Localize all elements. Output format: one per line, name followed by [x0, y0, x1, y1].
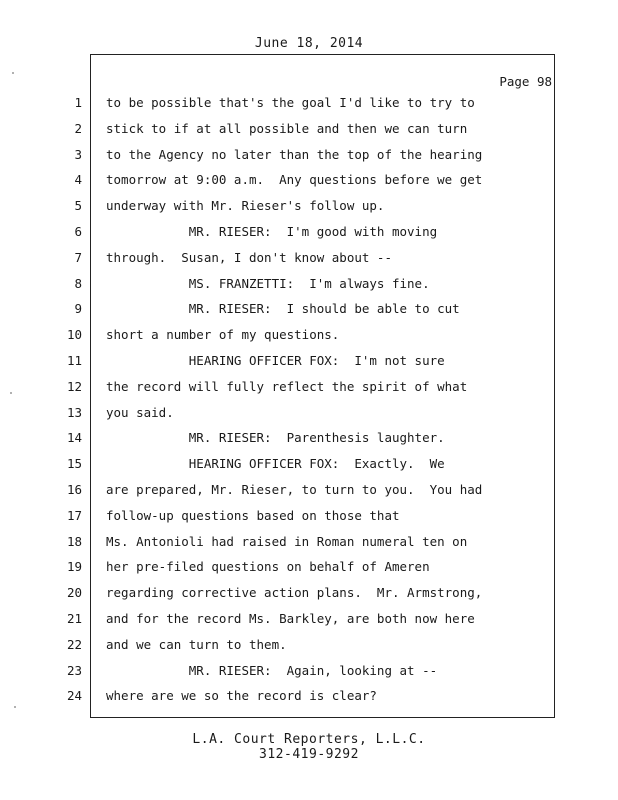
transcript-line: stick to if at all possible and then we can turn: [106, 121, 468, 136]
scan-speck: [12, 72, 14, 74]
transcript-line: tomorrow at 9:00 a.m. Any questions before we get: [106, 172, 483, 187]
line-number: 20: [66, 585, 82, 600]
line-number: 9: [74, 301, 82, 316]
transcript-line: to be possible that's the goal I'd like to try to: [106, 95, 475, 110]
transcript-line: and we can turn to them.: [106, 637, 287, 652]
transcript-line: you said.: [106, 405, 174, 420]
line-number: 1: [74, 95, 82, 110]
transcript-line: through. Susan, I don't know about --: [106, 250, 392, 265]
transcript-line: to the Agency no later than the top of the hearing: [106, 147, 483, 162]
transcript-line: underway with Mr. Rieser's follow up.: [106, 198, 385, 213]
page-number: Page 98: [499, 74, 552, 89]
transcript-line: are prepared, Mr. Rieser, to turn to you. You had: [106, 482, 483, 497]
footer-phone: 312-419-9292: [259, 747, 359, 762]
line-number: 21: [66, 611, 82, 626]
transcript-line: and for the record Ms. Barkley, are both now here: [106, 611, 475, 626]
line-number: 16: [66, 482, 82, 497]
line-number: 6: [74, 224, 82, 239]
transcript-line: her pre-filed questions on behalf of Ameren: [106, 559, 430, 574]
line-number: 22: [66, 637, 82, 652]
transcript-line: MR. RIESER: Again, looking at --: [106, 663, 438, 678]
scan-speck: [10, 392, 12, 394]
transcript-line: the record will fully reflect the spirit of what: [106, 379, 468, 394]
line-number: 23: [66, 663, 82, 678]
line-number: 19: [66, 559, 82, 574]
transcript-line: MR. RIESER: Parenthesis laughter.: [106, 430, 445, 445]
line-number: 5: [74, 198, 82, 213]
header-date: June 18, 2014: [254, 36, 364, 51]
transcript-line: Ms. Antonioli had raised in Roman numeral ten on: [106, 534, 468, 549]
line-number: 24: [66, 688, 82, 703]
transcript-line: MR. RIESER: I should be able to cut: [106, 301, 460, 316]
transcript-line: follow-up questions based on those that: [106, 508, 400, 523]
line-number: 15: [66, 456, 82, 471]
line-number: 8: [74, 276, 82, 291]
line-number: 13: [66, 405, 82, 420]
line-number: 3: [74, 147, 82, 162]
scan-speck: [14, 706, 16, 708]
line-number: 4: [74, 172, 82, 187]
transcript-line: short a number of my questions.: [106, 327, 340, 342]
line-number: 12: [66, 379, 82, 394]
line-number: 17: [66, 508, 82, 523]
transcript-line: MR. RIESER: I'm good with moving: [106, 224, 438, 239]
footer-company: L.A. Court Reporters, L.L.C.: [192, 732, 426, 747]
transcript-line: MS. FRANZETTI: I'm always fine.: [106, 276, 430, 291]
transcript-line: regarding corrective action plans. Mr. Armstrong,: [106, 585, 483, 600]
transcript-line: HEARING OFFICER FOX: I'm not sure: [106, 353, 445, 368]
transcript-line: where are we so the record is clear?: [106, 688, 377, 703]
line-number: 2: [74, 121, 82, 136]
line-number: 11: [66, 353, 82, 368]
line-number: 7: [74, 250, 82, 265]
transcript-line: HEARING OFFICER FOX: Exactly. We: [106, 456, 445, 471]
line-number: 14: [66, 430, 82, 445]
line-number: 10: [66, 327, 82, 342]
line-number: 18: [66, 534, 82, 549]
